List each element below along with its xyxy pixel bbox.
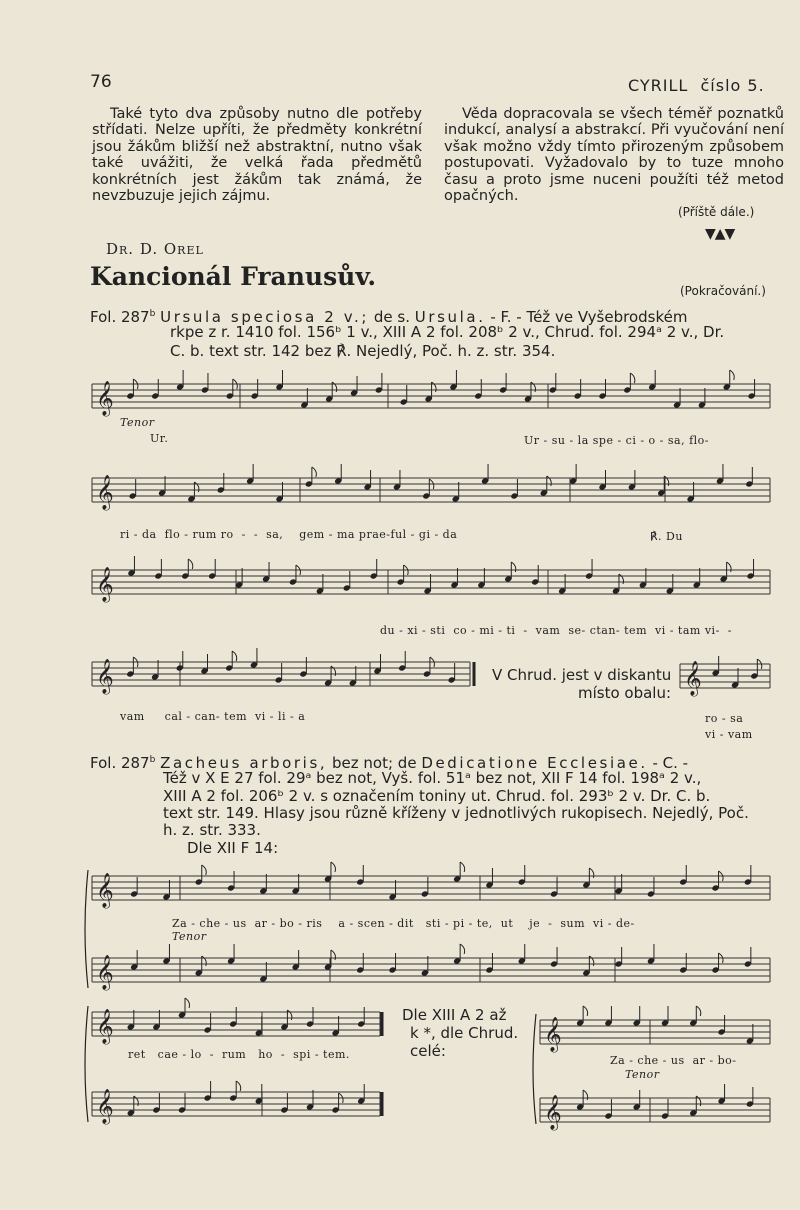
entry2-feast: Dedicatione Ecclesiae.	[421, 754, 648, 772]
entry2-line3: XIII A 2 fol. 206ᵇ 2 v. s označením toniny ut. Chrud. fol. 293ᵇ 2 v. Dr. C. b.	[163, 787, 711, 805]
brace	[533, 1014, 536, 1124]
music2-side-label-2: k *, dle Chrud.	[410, 1024, 519, 1042]
note-flag	[589, 956, 594, 966]
entry1-rest: - F. - Též ve Vyšebrodském	[490, 308, 688, 326]
music1-tenor-label: Tenor	[120, 416, 155, 429]
chrud-note-2: místo obalu:	[578, 684, 672, 702]
music1-row4-lyrics: vam cal - can- tem vi - li - a	[120, 710, 306, 723]
note-flag	[194, 482, 199, 492]
continued-note: (Příště dále.)	[678, 205, 755, 219]
note-flag	[696, 1006, 701, 1016]
note-flag	[583, 1090, 588, 1100]
note-flag	[730, 370, 735, 380]
chrud-note-1: V Chrud. jest v diskantu	[492, 666, 672, 684]
music2-row3-clef: 𝄞	[96, 1009, 114, 1044]
entry2-incipit: Zacheus arboris,	[160, 754, 328, 772]
music2-side-tenor: Tenor	[625, 1068, 660, 1081]
note-flag	[287, 1010, 292, 1020]
music1-row2-lyrics: ri - da flo - rum ro - - sa, gem - ma prae-ful - gi - da	[120, 528, 458, 541]
music1-row1-clef: 𝄞	[96, 381, 114, 416]
note-flag	[619, 574, 624, 584]
music2-row3-lyrics: ret cae - lo - rum ho - spi - tem.	[128, 1048, 350, 1061]
entry2-prefix: Fol. 287	[90, 754, 150, 772]
entry2-line4: text str. 149. Hlasy jsou různě kříženy v jednotlivých rukopisech. Nejedlý, Poč.	[163, 804, 749, 822]
note-flag	[589, 868, 594, 878]
note-flag	[236, 1081, 241, 1091]
music2-side-row1-clef: 𝄞	[544, 1017, 562, 1052]
brace	[85, 870, 88, 988]
chrud-lyric-1: ro - sa	[705, 712, 744, 725]
chrud-incipit-clef: 𝄞	[684, 661, 702, 696]
note-flag	[583, 1006, 588, 1016]
article-title: Kancionál Franusův.	[90, 262, 377, 291]
entry1-sup: b	[149, 309, 156, 319]
intro-left-text: Také tyto dva způsoby nutno dle potřeby střídati. Nelze upříti, že předměty konkrétní jsou žákům bližší než abstraktní, nutno však také uvážiti, že velká řada předmětů konkrétních jest žákům tak známá, že nevzbuzuje jejich zájmu.	[92, 106, 422, 205]
ornament: ▼▲▼	[705, 226, 735, 242]
note-flag	[331, 666, 336, 676]
note-flag	[511, 562, 515, 572]
running-title: CYRILL číslo 5.	[628, 76, 765, 95]
music1-row2-resp: ℟. Du	[650, 530, 683, 543]
note-flag	[331, 862, 336, 872]
music2-side-row2-clef: 𝄞	[544, 1095, 562, 1130]
entry1-prefix: Fol. 287	[90, 308, 150, 326]
music1-row2-clef: 𝄞	[96, 475, 114, 510]
entry2-dle: Dle XII F 14:	[187, 839, 279, 857]
music2-row1-clef: 𝄞	[96, 873, 114, 908]
music2-side-lyrics: Za - che - us ar - bo-	[610, 1054, 737, 1067]
page-number: 76	[90, 72, 112, 92]
note-flag	[185, 998, 190, 1008]
music1-row3-clef: 𝄞	[96, 567, 114, 602]
music1-row3-lyrics: du - xi - sti co - mi - ti - vam se- ctan- tem vi - tam vi- -	[380, 624, 733, 637]
music2-row1-lyrics: Za - che - us ar - bo - ris a - scen - dit sti - pi - te, ut je - sum vi - de-	[172, 917, 635, 930]
entry1-feast: Ursula.	[414, 308, 486, 326]
article-author: Dr. D. Orel	[106, 240, 204, 258]
music2-side-label-1: Dle XIII A 2 až	[402, 1006, 507, 1024]
music1-row1-lyrics-left: Ur.	[150, 432, 169, 445]
note-flag	[232, 651, 237, 661]
music1-row1-lyrics-right: Ur - su - la spe - ci - o - sa, flo-	[524, 434, 710, 447]
note-flag	[202, 956, 207, 966]
entry1-incipit: Ursula speciosa 2 v.;	[160, 308, 370, 326]
note-flag	[331, 950, 336, 960]
entry2-mid: bez not; de	[332, 754, 417, 772]
note-flag	[188, 559, 193, 569]
entry2-rest: - C. -	[652, 754, 689, 772]
note-flag	[460, 862, 465, 872]
music2-row2-clef: 𝄞	[96, 955, 114, 990]
entry1-line3: C. b. text str. 142 bez ℟. Nejedlý, Poč. h. z. str. 354.	[170, 342, 556, 360]
entry1-de: de s.	[373, 308, 410, 326]
entry2-sup: b	[149, 755, 156, 765]
intro-right-text: Věda dopracovala se všech téměř poznatků indukcí, analysí a abstrakcí. Při vyučování není však možno vždy tímto přirozeným způsobem postupovati. Vyžadovalo by to tuze mnoho času a proto jsme nuceni použíti též metod opačných.	[444, 106, 784, 205]
note-flag	[332, 382, 337, 392]
note-flag	[312, 467, 317, 477]
music2-tenor-label: Tenor	[172, 930, 207, 943]
note-flag	[727, 562, 732, 572]
article-continuation: (Pokračování.)	[680, 284, 766, 298]
music1-row4-clef: 𝄞	[96, 659, 114, 694]
note-flag	[696, 1096, 701, 1106]
note-flag	[547, 476, 552, 486]
chrud-lyric-2: vi - vam	[705, 728, 753, 741]
note-flag	[432, 382, 437, 392]
entry1-line2: rkpe z r. 1410 fol. 156ᵇ 1 v., XIII A 2 fol. 208ᵇ 2 v., Chrud. fol. 294ᵃ 2 v., Dr.	[170, 323, 725, 341]
note-flag	[202, 865, 207, 875]
note-flag	[531, 382, 536, 392]
note-flag	[460, 944, 465, 954]
entry2-line5: h. z. str. 333.	[163, 821, 261, 839]
note-flag	[134, 1096, 139, 1106]
note-flag	[630, 373, 635, 383]
brace	[85, 1006, 88, 1122]
music2-row4-clef: 𝄞	[96, 1089, 114, 1124]
music2-side-label-3: celé:	[410, 1042, 446, 1060]
entry2-line2: Též v X E 27 fol. 29ᵃ bez not, Vyš. fol. 51ᵃ bez not, XII F 14 fol. 198ᵃ 2 v.,	[163, 769, 702, 787]
